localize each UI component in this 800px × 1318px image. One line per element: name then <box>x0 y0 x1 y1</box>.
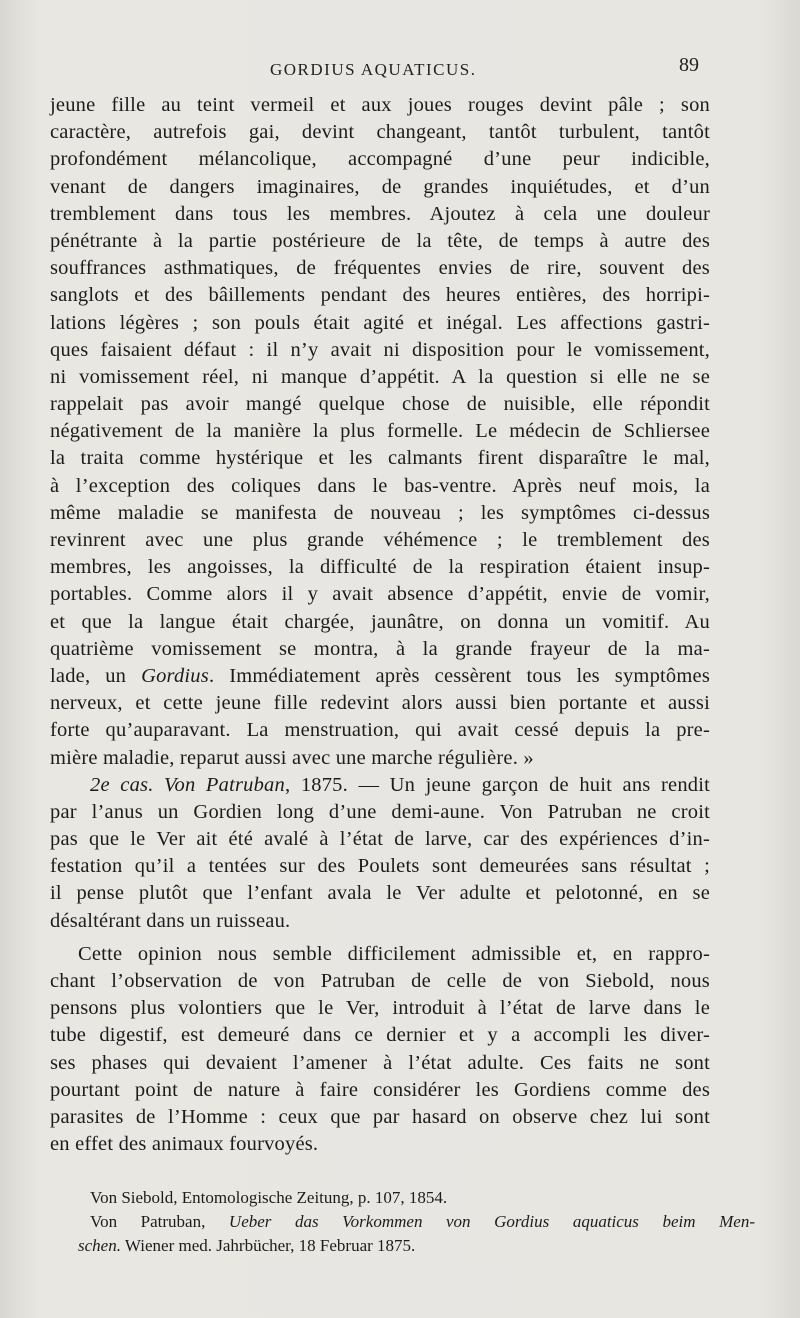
text-segment: , 1875. — Un jeune garçon de huit ans rendit <box>284 773 711 796</box>
body-text <box>50 92 710 1158</box>
paragraph-case1-continuation <box>50 92 710 772</box>
text-line: ni vomissement réel, ni manque d’appétit. A la question si elle ne se <box>50 365 710 388</box>
text-line: il pense plutôt que l’enfant avala le Ver adulte et pelotonné, en se <box>50 882 710 905</box>
running-title: GORDIUS AQUATICUS. <box>270 60 477 79</box>
text-line: mière maladie, reparut aussi avec une marche régulière. » <box>50 746 534 769</box>
text-line: sanglots et des bâillements pendant des heures entières, des horripi- <box>50 284 710 307</box>
footnotes <box>80 1186 755 1258</box>
paragraph-opinion <box>50 941 710 1159</box>
footnote-title-end: schen. <box>78 1236 121 1255</box>
text-segment: Wiener med. Jahrbücher, 18 Februar 1875. <box>120 1236 416 1255</box>
text-line: festation qu’il a tentées sur des Poulets sont demeurées sans résultat ; <box>50 855 710 878</box>
text-line: pas que le Ver ait été avalé à l’état de larve, car des expériences d’in- <box>50 828 710 851</box>
text-segment: . Immédiatement après cessèrent tous les symptômes <box>208 664 710 687</box>
text-line: pénétrante à la partie postérieure de la tête, de temps à autre des <box>50 229 710 252</box>
text-line: chant l’observation de von Patruban de celle de von Siebold, nous <box>50 970 710 992</box>
text-line: jeune fille au teint vermeil et aux joues rouges devint pâle ; son <box>50 94 710 116</box>
text-segment: Von Patruban, <box>90 1212 229 1231</box>
text-line: tremblement dans tous les membres. Ajoutez à cela une douleur <box>50 202 710 225</box>
text-line: pourtant point de nature à faire considérer les Gordiens comme des <box>50 1078 710 1101</box>
text-line: souffrances asthmatiques, de fréquentes envies de rire, souvent des <box>50 257 710 280</box>
text-line: Cette opinion nous semble difficilement admissible et, en rappro- <box>78 942 710 965</box>
page-header <box>0 54 800 84</box>
text-line: ques faisaient défaut : il n’y avait ni disposition pour le vomissement, <box>50 338 710 361</box>
text-line: membres, les angoisses, la difficulté de la respiration étaient insup- <box>50 556 710 579</box>
text-line: lations légères ; son pouls était agité et inégal. Les affections gastri- <box>50 311 710 334</box>
text-line: par l’anus un Gordien long d’une demi-aune. Von Patruban ne croit <box>50 800 710 823</box>
text-line: la traita comme hystérique et les calmants firent disparaître le mal, <box>50 447 710 470</box>
case2-heading-line <box>50 772 710 799</box>
page-number: 89 <box>679 54 699 76</box>
text-line-with-italic <box>50 663 710 690</box>
footnote-patruban <box>80 1210 755 1234</box>
text-line: et que la langue était chargée, jaunâtre, on donna un vomitif. Au <box>50 610 710 633</box>
text-line: pensons plus volontiers que le Ver, introduit à l’état de larve dans le <box>50 997 710 1020</box>
text-line: désaltérant dans un ruisseau. <box>50 909 291 932</box>
text-line: portables. Comme alors il y avait absence d’appétit, envie de vomir, <box>50 583 710 606</box>
case2-label: 2e cas. Von Patruban <box>90 773 285 796</box>
text-line: négativement de la manière la plus formelle. Le médecin de Schliersee <box>50 420 710 443</box>
footnote-siebold: Von Siebold, Entomologische Zeitung, p. 107, 1854. <box>90 1188 448 1207</box>
text-line: ses phases qui devaient l’amener à l’état adulte. Ces faits ne sont <box>50 1051 710 1074</box>
paragraph-case2 <box>50 772 710 935</box>
text-line: à l’exception des coliques dans le bas-ventre. Après neuf mois, la <box>50 474 710 497</box>
text-line: même maladie se manifesta de nouveau ; les symptômes ci-dessus <box>50 501 710 524</box>
text-line: venant de dangers imaginaires, de grandes inquiétudes, et d’un <box>50 175 710 198</box>
text-line: en effet des animaux fourvoyés. <box>50 1133 319 1156</box>
text-line: profondément mélancolique, accompagné d’une peur indicible, <box>50 148 710 171</box>
text-line: parasites de l’Homme : ceux que par hasard on observe chez lui sont <box>50 1105 710 1128</box>
text-line: nerveux, et cette jeune fille redevint alors aussi bien portante et aussi <box>50 692 710 715</box>
text-line: rappelait pas avoir mangé quelque chose de nuisible, elle répondit <box>50 393 710 416</box>
text-line: tube digestif, est demeuré dans ce dernier et y a accompli les diver- <box>50 1024 710 1047</box>
text-line: revinrent avec une plus grande véhémence ; le tremblement des <box>50 529 710 551</box>
text-segment: lade, un <box>50 664 142 687</box>
italic-genus-name: Gordius <box>141 664 209 687</box>
text-line: caractère, autrefois gai, devint changeant, tantôt turbulent, tantôt <box>50 121 710 144</box>
text-line: forte qu’auparavant. La menstruation, qui avait cessé depuis la pre- <box>50 719 710 742</box>
footnote-title: Ueber das Vorkommen von Gordius aquaticus beim Men- <box>228 1212 755 1231</box>
footnote-patruban-continuation <box>78 1234 755 1258</box>
text-line: quatrième vomissement se montra, à la grande frayeur de la ma- <box>50 637 710 660</box>
